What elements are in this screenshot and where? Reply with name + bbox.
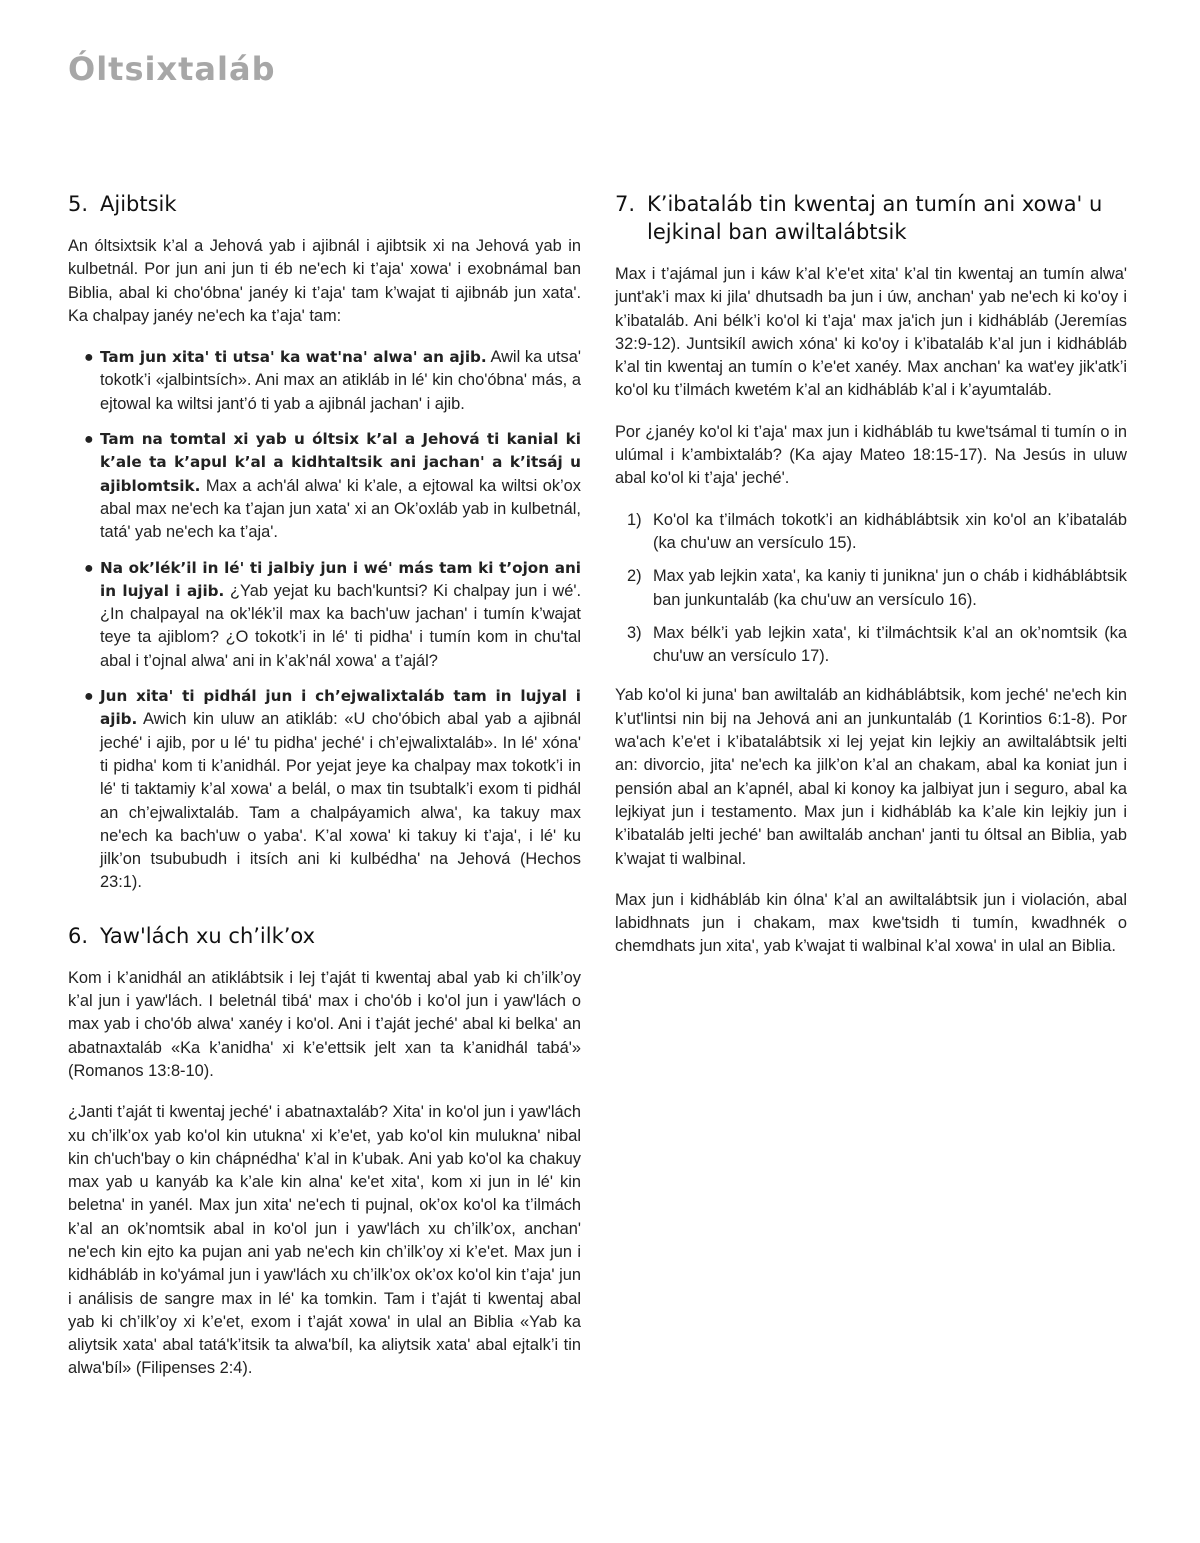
section-6-paragraph-1: Kom i k’anidhál an atiklábtsik i lej t’aját ti kwentaj abal yab ki ch’ilk’oy k’al jun i yaw'lách. I beletnál tibá' max i cho'ób i ko'ol jun i yaw'lách o max yab i cho'ób alwa' xanéy i ko'ol. Ani i t’aját jeché' abal ki belka' an abatnaxtaláb «Ka k’anidha' xi k’e'ettsik jelt xan ta k’anidhál tabá'» (Romanos 13:8-10). [68,968,581,1080]
bullet-lead: Jun xita' ti pidhál jun i ch’ejwalixtaláb tam in lujyal i ajib. [100,687,581,729]
right-column [615,190,1127,977]
section-7-heading [615,190,1127,246]
section-5-intro: An óltsixtsik k’al a Jehová yab i ajibnál i ajibtsik xi na Jehová yab in kulbetnál. Por jun ani jun ti éb ne'ech ki t’aja' xowa' i exobnámal ban Biblia, abal ki cho'óbna' janéy ki t’aja' tam k’wajat ti ajibnáb jun xata'. Ka chalpay janéy ne'ech ka t’aja' tam: [68,237,581,325]
step-text: Ko'ol ka t’ilmách tokotk’i an kidháblábtsik xin ko'ol an k’ibataláb (ka chu'uw an versículo 15). [653,510,1127,552]
left-column [68,190,581,1399]
bullet-text: Max a ach'ál alwa' ki k’ale, a ejtowal ka wiltsi ok’ox abal max ne'ech ka t’ajan jun xata' xi an Ok’oxláb yab in kulbetnál, tatá' yab ne'ech ka t’aja'. [100,476,581,542]
bullet-lead: Tam na tomtal xi yab u óltsix k’al a Jehová ti kanial ki k’ale ta k’apul k’al a kidhtaltsik ani jachan' a k’itsáj u ajiblomtsik. [100,430,581,495]
page-title: Óltsixtaláb [68,50,276,88]
bullet-text: ¿Yab yejat ku bach'kuntsi? Ki chalpay jun i wé'. ¿In chalpayal na ok’lék’il max ka bach'uw jachan' i tumín k’wajat teye ta ajiblom? ¿O tokotk’i in lé' ti pidha' i tumín kom in chu'tal abal i t’ojnal alwa' ani in k’ak’nál xowa' a t’ajál? [100,581,582,670]
section-7-paragraph-1: Max i t’ajámal jun i káw k’al k’e'et xita' k’al tin kwentaj an tumín alwa' junt'ak’i max ki jila' dhutsadh ba jun i úw, anchan' yab ne'ech ki ko'oy i k’ibataláb. Ani bélk’i ko'ol ki t’aja' max ja'ich jun i kidhábláb (Jeremías 32:9-12). Juntsikíl awich xóna' ki ko'oy i k’ibataláb k’al jun i kidhábláb k’al tin kwentaj an tumín o k’e'et xanéy. Max anchan' ka wat'ey jik'atk’i ko'ol ku t’ilmách kwetém k’al an kidhábláb k’al i k’ayumtaláb. [615,265,1127,400]
bullet-icon: ● [84,431,94,449]
bullet-text: Awich kin uluw an atikláb: «U cho'óbich abal yab a ajibnál jeché' i ajib, por u lé' tu pidha' jeché' i ch’ejwalixtaláb». In lé' xóna' ti pidha' kom ti k’anidhál. Por yejat jeye ka chalpay max tokotk’i in lé' ti taktamiy k’al xowa' a belál, o max tin tsubtalk’i exom ti pidhál an ch’ejwalixtaláb. Tam a chalpáyamich alwa', ka takuy max ne'ech ka bach'uw o yaba'. K’al xowa' ki takuy ki t’aja', i lé' ku jilk’on tsububudh i itsích ani ki kulbédha' na Jehová (Hechos 23:1). [100,710,581,892]
step-item [615,565,1127,612]
step-number: 1) [627,510,642,529]
step-item [615,509,1127,556]
step-number: 2) [627,567,642,586]
bullet-item [68,346,581,416]
bullet-icon: ● [84,559,94,577]
step-item [615,622,1127,669]
section-title: Ajibtsik [100,192,177,216]
section-number: 5. [68,192,89,216]
section-number: 6. [68,923,89,948]
section-7-steps-list [615,509,1127,669]
section-7-paragraph-3: Yab ko'ol ki juna' ban awiltaláb an kidháblábtsik, kom jeché' ne'ech kin k’ut'lintsi nin bij na Jehová ani an junkuntaláb (1 Korintios 6:1-8). Por wa'ach k’e'et i k’ibatalábtsik xi lej yejat kin lejkiy an awiltalábtsik jelti an: divorcio, jita' ne'ech ka jilk’on k’al an chakam, abal ka koniat jun i pensión abal an k’apnél, abal ki konoy ka jalbiyat jun i seguro, abal ka lejkiyat jun i testamento. Max jun i kidhábláb ka k’ale kin lejkiy jun i k’ibataláb jelti jeché' ban awiltaláb anchan' janti tu óltsal an Biblia, yab k’wajat ti walbinal. [615,686,1127,868]
section-5-heading [68,190,581,218]
bullet-icon: ● [84,688,94,706]
section-6-heading [68,922,581,950]
bullet-text: Awil ka utsa' tokotk’i «jalbintsích». Ani max an atikláb in lé' kin cho'óbna' más, a ejtowal ka wiltsi jant’ó ti yab a ajibnál jachan' i ajib. [100,348,581,413]
section-6-paragraph-2: ¿Janti t’aját ti kwentaj jeché' i abatnaxtaláb? Xita' in ko'ol jun i yaw'lách xu ch’ilk’ox yab ko'ol kin utukna' xi k’e'et, yab ko'ol kin mulukna' nibal kin ch'uch'bay o kin chápnédha' k’al in k’ubak. Ani yab ko'ol ka chakuy max yab u kanyáb ka k’ale kin alna' ke'et xita', kom xi jun in lé' kin beletna' in yanél. Max jun xita' ne'ech ti pujnal, ok’ox ko'ol ka t’ilmách k’al an ok’nomtsik abal in ko'ol jun i yaw'lách xu ch’ilk’ox, anchan' ne'ech kin ejto ka pujan ani yab ne'ech kin ch’ilk’oy xi k’e'et. Max jun i kidhábláb in ko'yámal jun i yaw'lách xu ch’ilk’ox ok’ox ko'ol kin t’aja' jun i análisis de sangre max in lé' ka tomkin. Tam i t’aját ti kwentaj abal yab ki ch’ilk’oy xi k’e'et, exom i t’aját xowa' in ulal an Biblia «Yab ka aliytsik xata' abal tatá'k’itsik ta alwa'bíl, ka aliytsik xata' abal ejtalk’i tin alwa'bíl» (Filipenses 2:4). [68,1103,581,1378]
step-number: 3) [627,623,642,642]
section-7-paragraph-4: Max jun i kidhábláb kin ólna' k’al an awiltalábtsik jun i violación, abal labidhnats jun i chakam, max kwe'tsidh ti tumín, kwadhnék o chemdhats jun xita', yab k’wajat ti walbinal k’al xowa' in ulal an Biblia. [615,890,1127,956]
step-text: Max bélk’i yab lejkin xata', ki t’ilmáchtsik k’al an ok’nomtsik (ka chu'uw an versículo 17). [653,623,1127,666]
bullet-icon: ● [84,349,94,367]
bullet-lead: Tam jun xita' ti utsa' ka wat'na' alwa' an ajib. [100,348,487,367]
step-text: Max yab lejkin xata', ka kaniy ti junikna' jun o cháb i kidháblábtsik ban junkuntaláb (ka chu'uw an versículo 16). [653,567,1127,609]
section-title: Yaw'lách xu ch’ilk’ox [100,923,316,948]
section-title: K’ibataláb tin kwentaj an tumín ani xowa' u lejkinal ban awiltalábtsik [647,192,1103,244]
section-7-paragraph-2: Por ¿janéy ko'ol ki t’aja' max jun i kidhábláb tu kwe'tsámal ti tumín o in ulúmal i k’ambixtaláb? (Ka ajay Mateo 18:15-17). Na Jesús in uluw abal ko'ol ki t’aja' jeché'. [615,422,1127,488]
bullet-lead: Na ok’lék’il in lé' ti jalbiy jun i wé' más tam ki t’ojon ani in lujyal i ajib. [100,558,581,600]
bullet-item [68,557,581,673]
bullet-item [68,685,581,895]
section-number: 7. [615,192,636,216]
section-5-bullet-list [68,346,581,895]
bullet-item [68,428,581,544]
